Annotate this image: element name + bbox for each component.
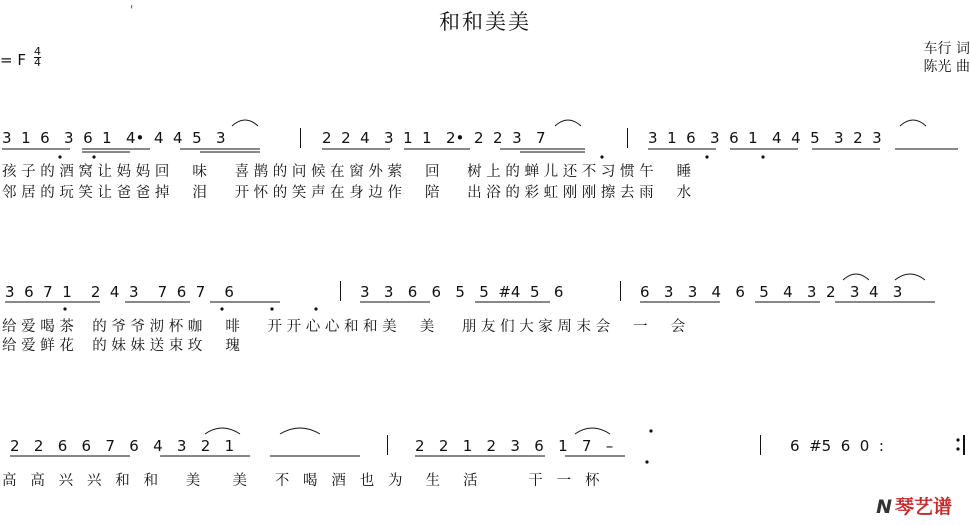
row3-measure1-notes: 2 2 6 6 7 6 4 3 2 1: [10, 437, 235, 455]
bar-line: [627, 128, 628, 148]
row1-measure1-notes: 3 1 6 3 6 1 4• 4 4 5 3: [2, 129, 226, 147]
row2-lyrics-verse1: 给 爱 喝 茶 的 爷 爷 沏 杯 咖 啡 开 开 心 心 和 和 美 美 朋 友 们 大 家 周 末 会 一 会: [2, 319, 686, 335]
row1-lyrics-verse2: 邻 居 的 玩 笑 让 爸 爸 掉 泪 开 怀 的 笑 声 在 身 边 作 陪 出 浴 的 彩 虹 刚 刚 擦 去 雨 水: [2, 185, 692, 201]
credits: [924, 40, 970, 76]
time-signature: [34, 47, 41, 68]
composer-credit: 陈光 曲: [923, 59, 970, 75]
bar-line: [300, 128, 301, 148]
row1-lyrics-verse1: 孩 子 的 酒 窝 让 妈 妈 回 味 喜 鹊 的 问 候 在 窗 外 萦 回 树 上 的 蝉 儿 还 不 习 惯 午 睡: [2, 164, 692, 180]
row3-measure2-notes: 2 2 1 2 3 6 1 7 –: [415, 437, 614, 455]
row2-measure3-notes: 6 3 3 4 6 5 4 3 2 3 4 3: [640, 283, 903, 301]
row1-measure2-notes: 2 2 4 3 1 1 2• 2 2 3 7: [322, 129, 546, 147]
brand-watermark: [876, 492, 952, 519]
brand-logo-icon: N: [876, 496, 892, 518]
time-signature-top: 4: [34, 45, 41, 58]
bar-line: [760, 435, 761, 455]
row2-measure2-notes: 3 3 6 6 5 5 #4 5 6: [360, 283, 564, 301]
row3-measure3-notes: 6 #5 6 0 :: [790, 437, 884, 455]
song-title: 和和美美: [439, 10, 531, 34]
lyricist-credit: 车行 词: [923, 41, 970, 57]
row3-lyrics: 高 高 兴 兴 和 和 美 美 不 喝 酒 也 为 生 活 干 一 杯: [2, 473, 600, 489]
time-signature-bottom: 4: [34, 56, 41, 69]
row1-measure3-notes: 3 1 6 3 6 1 4 4 5 3 2 3: [648, 129, 882, 147]
row2-lyrics-verse2: 给 爱 鲜 花 的 妹 妹 送 束 玫 瑰: [2, 338, 240, 354]
row2-measure1-notes: 3 6 7 1 2 4 3 7 6 7 6: [5, 283, 234, 301]
end-repeat-bar: [963, 435, 965, 455]
top-mark: ': [130, 3, 134, 17]
key-signature: = F: [0, 51, 26, 69]
bar-line: [620, 281, 621, 301]
brand-name: 琴艺谱: [894, 496, 952, 518]
bar-line: [340, 281, 341, 301]
bar-line: [387, 435, 388, 455]
